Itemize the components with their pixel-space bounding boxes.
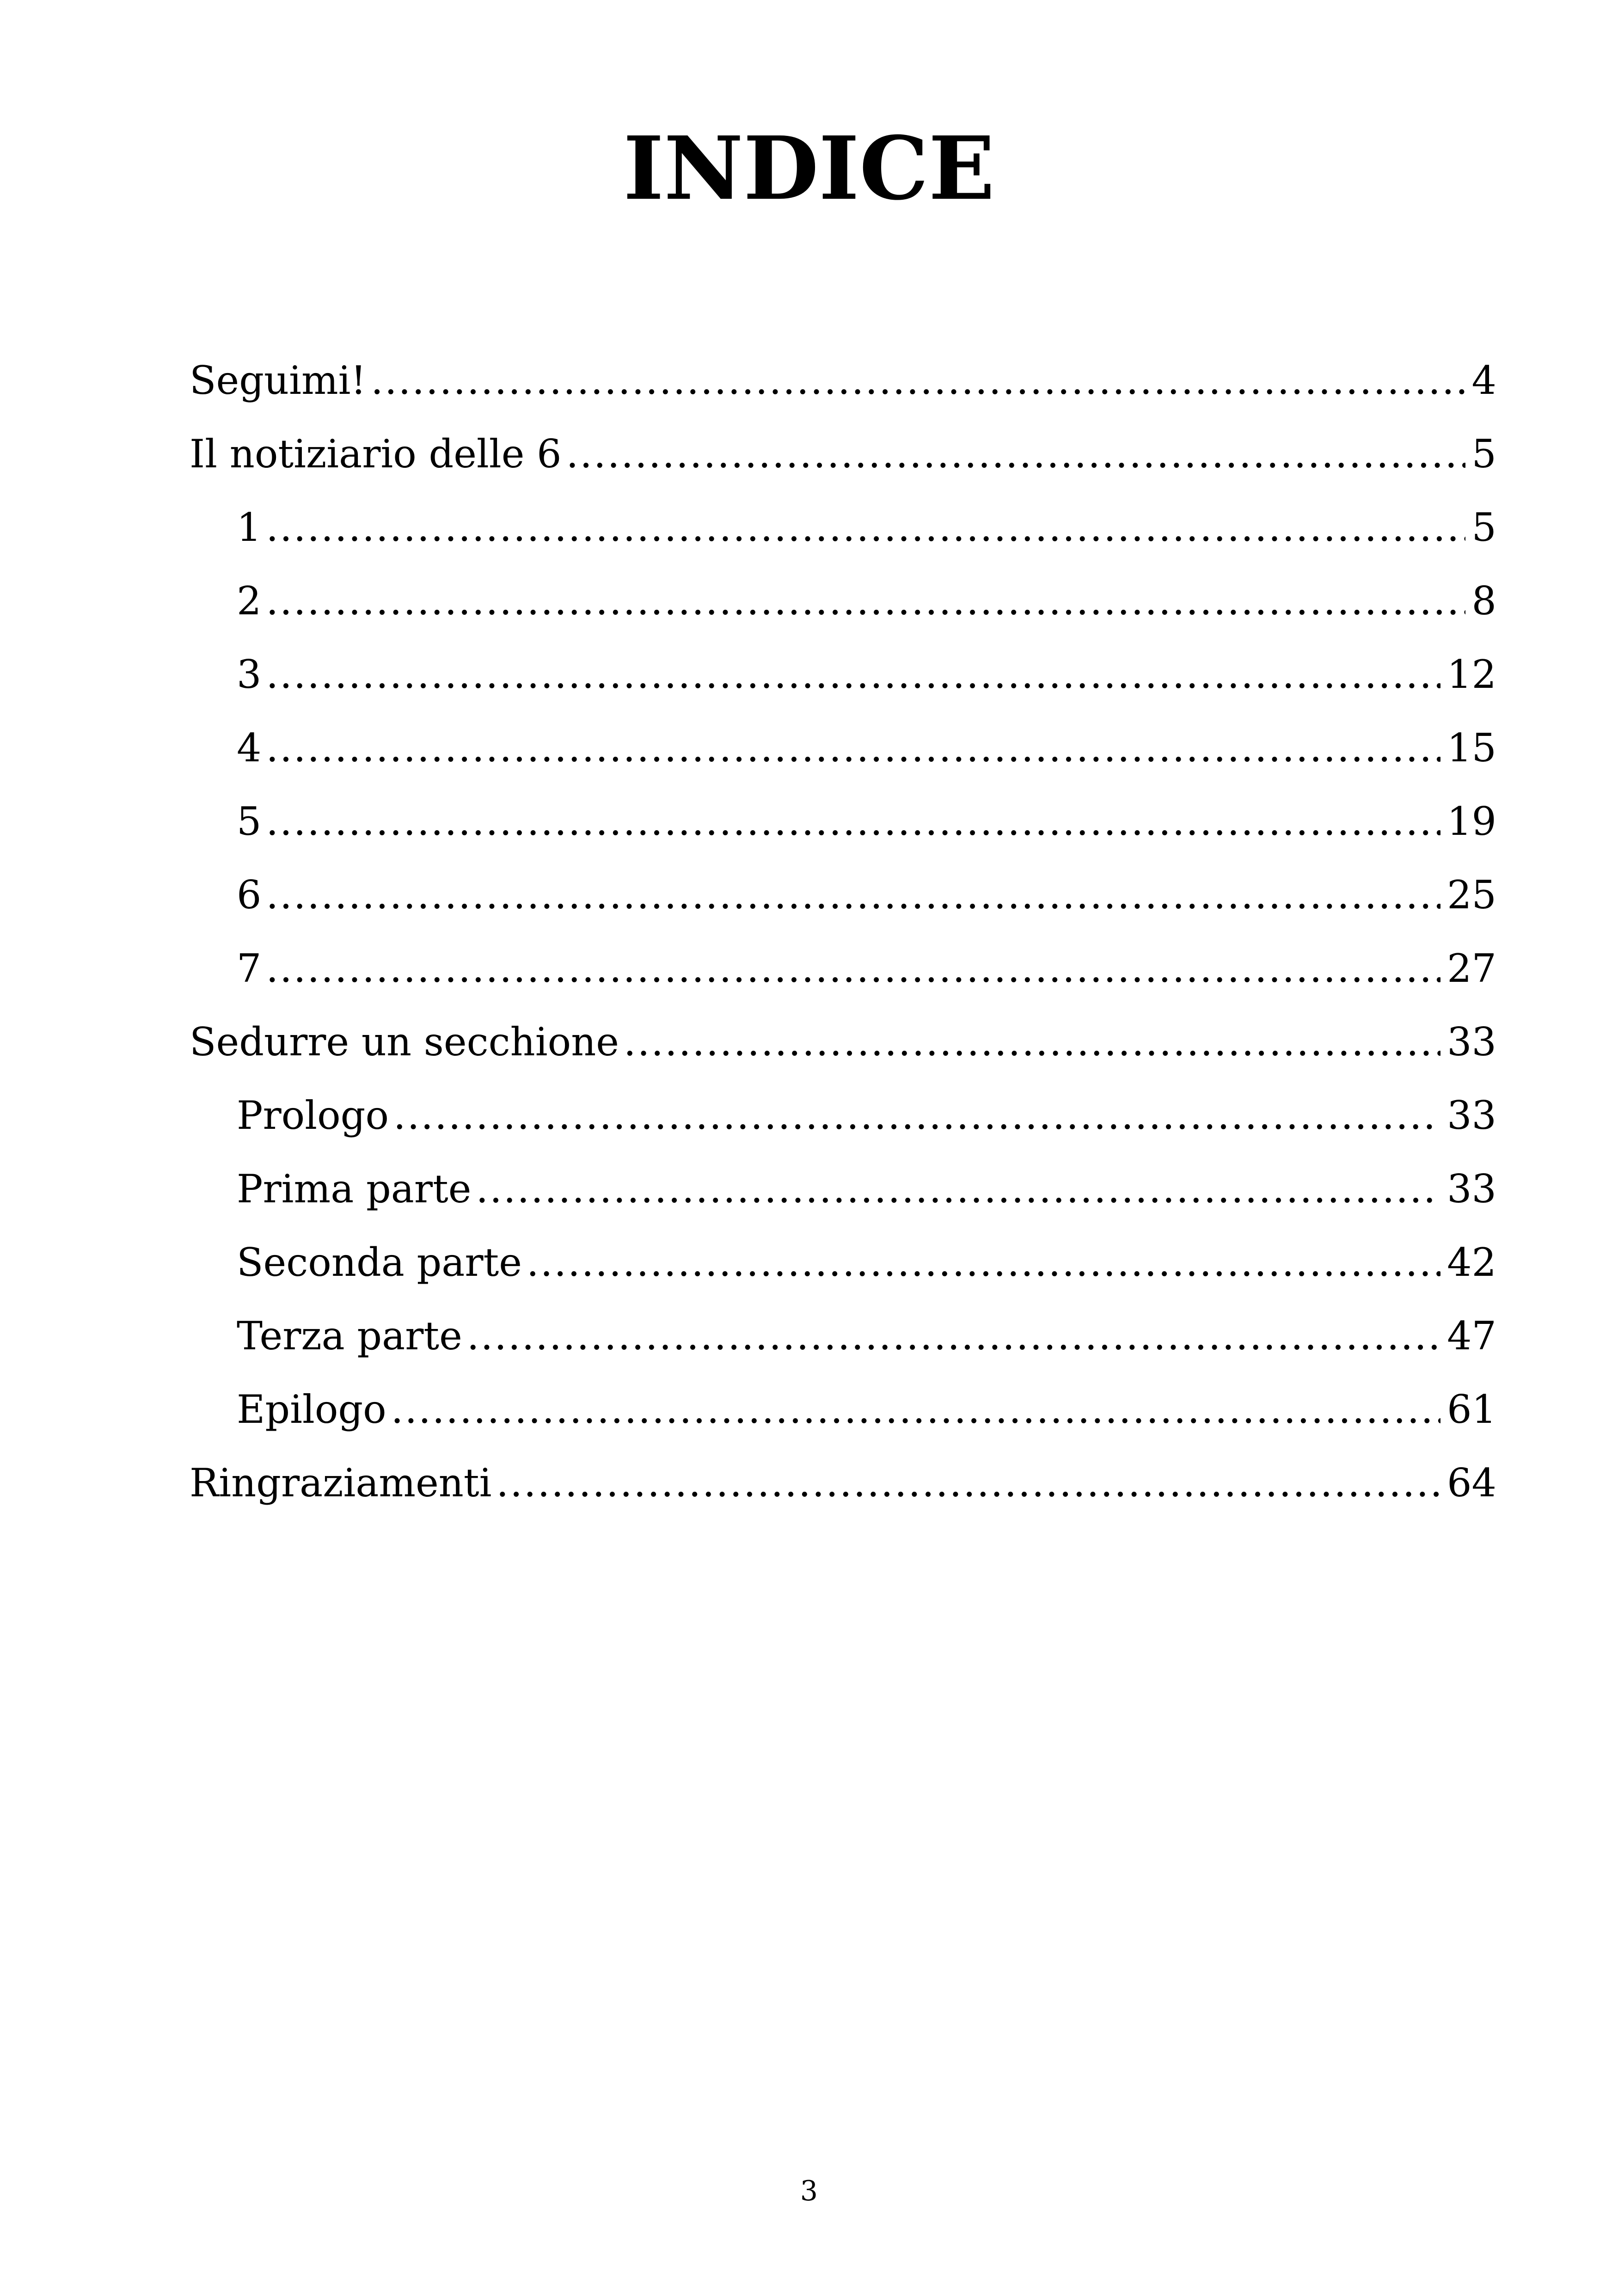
table-of-contents — [190, 344, 1496, 1520]
toc-entry[interactable] — [190, 858, 1496, 932]
toc-dot-leader — [266, 638, 1440, 711]
toc-entry-page: 19 — [1447, 799, 1496, 844]
toc-entry[interactable] — [190, 1446, 1496, 1520]
toc-entry[interactable] — [190, 1005, 1496, 1079]
toc-entry[interactable] — [190, 1152, 1496, 1226]
toc-entry-page: 33 — [1447, 1166, 1496, 1212]
toc-dot-leader — [496, 1446, 1441, 1520]
toc-entry-label: Seconda parte — [237, 1240, 522, 1285]
toc-dot-leader — [476, 1152, 1440, 1226]
toc-entry[interactable] — [190, 564, 1496, 638]
toc-entry-page: 27 — [1447, 946, 1496, 991]
toc-dot-leader — [467, 1299, 1440, 1373]
toc-entry-label: 2 — [237, 578, 262, 624]
toc-entry-page: 42 — [1447, 1240, 1496, 1285]
toc-entry-page: 33 — [1447, 1093, 1496, 1138]
toc-dot-leader — [266, 491, 1465, 564]
toc-entry-label: 1 — [237, 505, 262, 550]
toc-entry-label: 7 — [237, 946, 262, 991]
toc-dot-leader — [393, 1079, 1440, 1152]
toc-entry-label: 3 — [237, 652, 262, 697]
toc-entry-label: 4 — [237, 725, 262, 771]
toc-entry-label: 6 — [237, 872, 262, 918]
toc-dot-leader — [566, 417, 1465, 491]
toc-entry-page: 8 — [1471, 578, 1496, 624]
toc-entry-label: Prima parte — [237, 1166, 472, 1212]
toc-dot-leader — [371, 344, 1465, 417]
toc-entry-page: 4 — [1471, 358, 1496, 403]
toc-entry[interactable] — [190, 1299, 1496, 1373]
toc-dot-leader — [266, 858, 1440, 932]
toc-dot-leader — [527, 1226, 1440, 1299]
toc-entry-label: Terza parte — [237, 1313, 462, 1359]
toc-entry[interactable] — [190, 1079, 1496, 1152]
toc-dot-leader — [266, 711, 1440, 785]
toc-entry[interactable] — [190, 491, 1496, 564]
toc-entry[interactable] — [190, 1226, 1496, 1299]
toc-entry-label: Il notiziario delle 6 — [190, 431, 562, 477]
toc-entry-page: 5 — [1471, 505, 1496, 550]
toc-entry-label: Sedurre un secchione — [190, 1019, 619, 1065]
toc-entry-page: 64 — [1447, 1460, 1496, 1506]
toc-entry-label: 5 — [237, 799, 262, 844]
toc-entry-page: 5 — [1471, 431, 1496, 477]
toc-entry[interactable] — [190, 1373, 1496, 1446]
toc-entry-page: 47 — [1447, 1313, 1496, 1359]
page-number: 3 — [800, 2175, 818, 2207]
toc-dot-leader — [266, 564, 1465, 638]
toc-entry[interactable] — [190, 638, 1496, 711]
toc-entry[interactable] — [190, 711, 1496, 785]
toc-entry-page: 33 — [1447, 1019, 1496, 1065]
toc-entry[interactable] — [190, 785, 1496, 858]
toc-dot-leader — [266, 785, 1440, 858]
toc-entry-page: 12 — [1447, 652, 1496, 697]
toc-entry-page: 61 — [1447, 1387, 1496, 1432]
toc-dot-leader — [624, 1005, 1440, 1079]
toc-entry-label: Prologo — [237, 1093, 389, 1138]
toc-entry[interactable] — [190, 344, 1496, 417]
toc-dot-leader — [266, 932, 1440, 1005]
toc-entry-label: Epilogo — [237, 1387, 386, 1432]
toc-dot-leader — [391, 1373, 1440, 1446]
toc-entry[interactable] — [190, 417, 1496, 491]
toc-entry-page: 25 — [1447, 872, 1496, 918]
toc-entry-page: 15 — [1447, 725, 1496, 771]
page-title: INDICE — [623, 117, 995, 220]
toc-entry-label: Ringraziamenti — [190, 1460, 492, 1506]
toc-entry-label: Seguimi! — [190, 358, 367, 403]
toc-entry[interactable] — [190, 932, 1496, 1005]
